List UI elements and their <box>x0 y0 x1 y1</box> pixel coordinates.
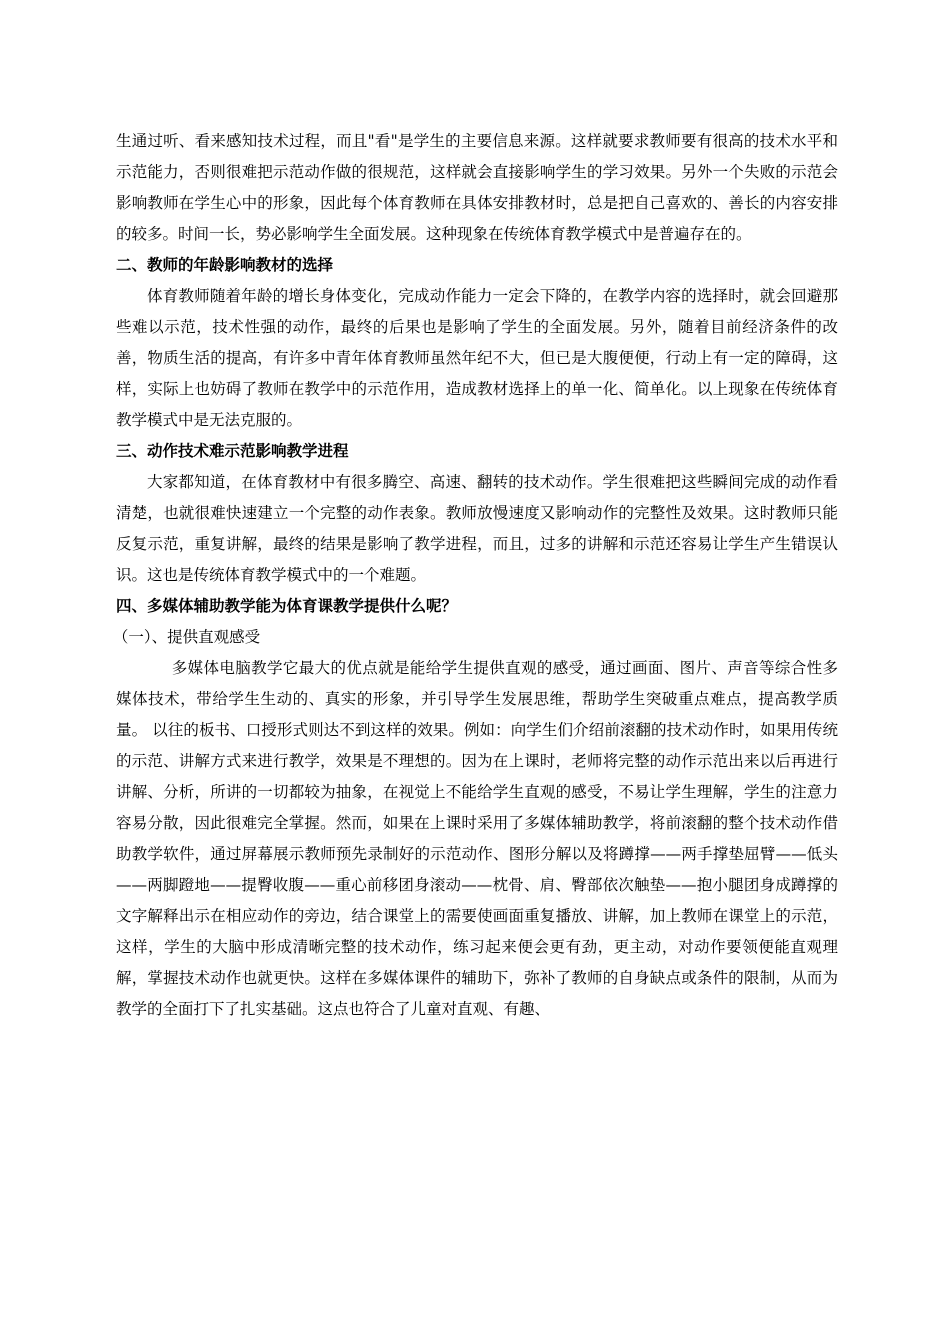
section-heading-4: 四、多媒体辅助教学能为体育课教学提供什么呢？ <box>116 597 458 615</box>
section-heading-2: 二、教师的年龄影响教材的选择 <box>116 256 334 274</box>
subsection-heading-1: （一）、提供直观感受 <box>112 628 261 646</box>
paragraph-3: 大家都知道，在体育教材中有很多腾空、高速、翻转的技术动作。学生很难把这些瞬间完成的动作看清楚，也就很难快速建立一个完整的动作表象。教师放慢速度又影响动作的完整性及效果。这时教师只能反复示范，重复讲解，最终的结果是影响了教学进程，而且，过多的讲解和示范还容易让学生产生错误认识。这也是传统体育教学模式中的一个难题。 <box>116 473 838 584</box>
section-heading-3: 三、动作技术难示范影响教学进程 <box>116 442 349 460</box>
paragraph-4: 多媒体电脑教学它最大的优点就是能给学生提供直观的感受，通过画面、图片、声音等综合性多媒体技术，带给学生生动的、真实的形象，并引导学生发展思维，帮助学生突破重点难点，提高教学质量。 以往的板书、口授形式则达不到这样的效果。例如：向学生们介绍前滚翻的技术动作时，如果用传统的示范、讲解方式来进行教学，效果是不理想的。因为在上课时，老师将完整的动作示范出来以后再进行讲解、分析，所讲的一切都较为抽象，在视觉上不能给学生直观的感受，不易让学生理解，学生的注意力容易分散，因此很难完全掌握。然而，如果在上课时采用了多媒体辅助教学，将前滚翻的整个技术动作借助教学软件，通过屏幕展示教师预先录制好的示范动作、图形分解以及将蹲撑——两手撑垫屈臂——低头——两脚蹬地——提臀收腹——重心前移团身滚动——枕骨、肩、臀部依次触垫——抱小腿团身成蹲撑的文字解释出示在相应动作的旁边，结合课堂上的需要使画面重复播放、讲解，加上教师在课堂上的示范，这样，学生的大脑中形成清晰完整的技术动作，练习起来便会更有劲，更主动，对动作要领便能直观理解，掌握技术动作也就更快。这样在多媒体课件的辅助下，弥补了教师的自身缺点或条件的限制，从而为教学的全面打下了扎实基础。这点也符合了儿童对直观、有趣、 <box>116 659 838 1018</box>
paragraph-2: 体育教师随着年龄的增长身体变化，完成动作能力一定会下降的，在教学内容的选择时，就会回避那些难以示范，技术性强的动作，最终的后果也是影响了学生的全面发展。另外，随着目前经济条件的改善，物质生活的提高，有许多中青年体育教师虽然年纪不大，但已是大腹便便，行动上有一定的障碍，这样，实际上也妨碍了教师在教学中的示范作用，造成教材选择上的单一化、简单化。以上现象在传统体育教学模式中是无法克服的。 <box>116 287 838 429</box>
document-body <box>112 126 838 1025</box>
paragraph-intro: 生通过听、看来感知技术过程，而且"看"是学生的主要信息来源。这样就要求教师要有很高的技术水平和示范能力，否则很难把示范动作做的很规范，这样就会直接影响学生的学习效果。另外一个失败的示范会影响教师在学生心中的形象，因此每个体育教师在具体安排教材时，总是把自己喜欢的、善长的内容安排的较多。时间一长，势必影响学生全面发展。这种现象在传统体育教学模式中是普遍存在的。 <box>116 132 838 243</box>
